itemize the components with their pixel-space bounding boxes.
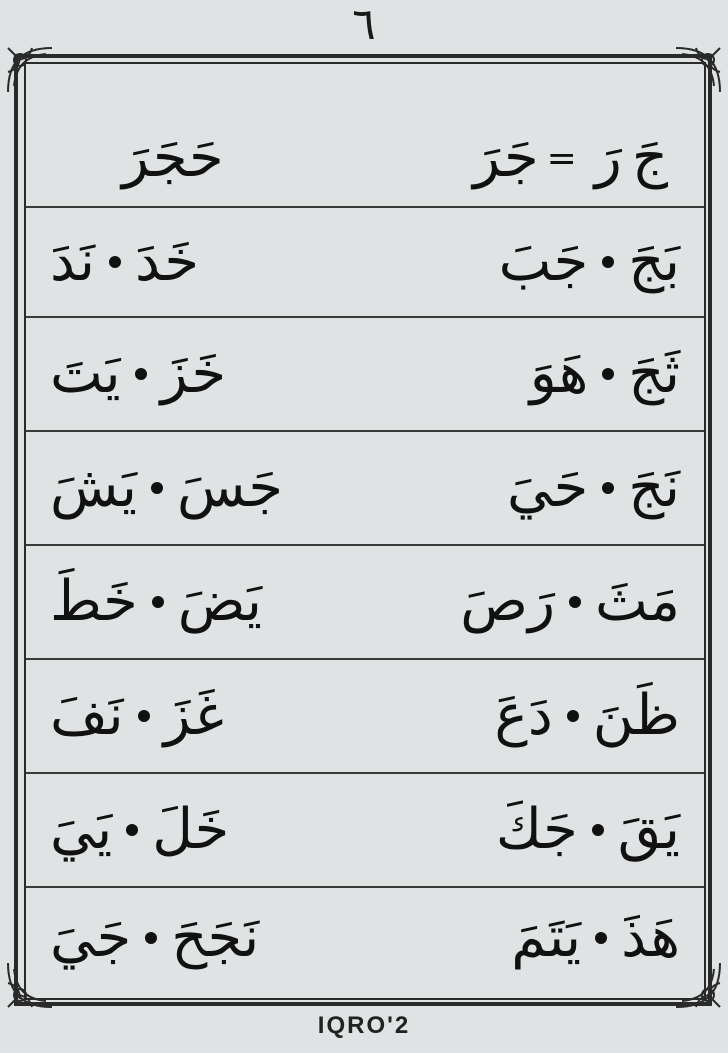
- lesson-row-3: [26, 436, 704, 540]
- lesson-row-2: [26, 322, 704, 426]
- word-pair-left: [50, 455, 283, 520]
- word-pair-right: [494, 683, 680, 748]
- row-divider: [26, 544, 704, 546]
- separator-dot: [135, 368, 147, 380]
- book-title-footer: IQRO'2: [317, 1012, 411, 1039]
- lesson-word: يَتَ: [50, 341, 121, 406]
- word-pair-left: [50, 229, 199, 294]
- lesson-word: دَعَ: [494, 683, 553, 748]
- lesson-word: يَيَ: [50, 797, 113, 862]
- lesson-word: خَزَ: [160, 341, 227, 406]
- word-pair-right: [498, 229, 680, 294]
- lesson-row-7: [26, 892, 704, 984]
- separator-dot: [145, 932, 157, 944]
- separator-dot: [602, 256, 614, 268]
- lesson-word: هَذَ: [621, 905, 680, 970]
- lesson-row-5: [26, 664, 704, 768]
- lesson-word: هَوَ: [529, 341, 589, 406]
- corner-ornament-icon: [2, 42, 58, 98]
- separator-dot: [109, 256, 121, 268]
- lesson-word: ثَجَ: [628, 341, 680, 406]
- separator-dot: [151, 482, 163, 494]
- lesson-word: يَتَمَ: [511, 905, 582, 970]
- separator-dot: [569, 596, 581, 608]
- lesson-row-4: [26, 550, 704, 654]
- lesson-word: غَزَ: [163, 683, 224, 748]
- separator-dot: [602, 368, 614, 380]
- page-number: ٦: [352, 0, 376, 50]
- separator-dot: [592, 824, 604, 836]
- lesson-word: جَسَ: [176, 455, 283, 520]
- row-divider: [26, 206, 704, 208]
- lesson-word: جَبَ: [498, 229, 589, 294]
- row-divider: [26, 886, 704, 888]
- lesson-table: [26, 100, 704, 986]
- corner-ornament-icon: [670, 42, 726, 98]
- header-formula: [473, 125, 668, 190]
- separator-dot: [138, 710, 150, 722]
- header-example: حَجَرَ: [122, 125, 224, 190]
- lesson-word: يَقَ: [617, 797, 680, 862]
- lesson-word: نَجَ: [628, 455, 680, 520]
- header-letter-2: رَ: [594, 125, 622, 190]
- word-pair-left: [50, 341, 227, 406]
- lesson-word: بَجَ: [628, 229, 680, 294]
- lesson-word: نَفَ: [50, 683, 124, 748]
- row-divider: [26, 658, 704, 660]
- lesson-word: خَطَ: [50, 569, 138, 634]
- word-pair-right: [460, 569, 680, 634]
- word-pair-right: [529, 341, 680, 406]
- word-pair-left: [50, 569, 262, 634]
- row-divider: [26, 430, 704, 432]
- lesson-word: جَكَ: [495, 797, 578, 862]
- lesson-word: خَلَ: [152, 797, 230, 862]
- lesson-row-6: [26, 778, 704, 882]
- row-divider: [26, 772, 704, 774]
- lesson-word: يَشَ: [50, 455, 137, 520]
- lesson-word: ظَنَ: [592, 683, 680, 748]
- separator-dot: [602, 482, 614, 494]
- word-pair-left: [50, 905, 260, 970]
- row-divider: [26, 316, 704, 318]
- word-pair-right: [495, 797, 680, 862]
- header-combined: جَرَ: [473, 125, 539, 190]
- separator-dot: [595, 932, 607, 944]
- lesson-word: رَصَ: [460, 569, 556, 634]
- lesson-word: نَدَ: [50, 229, 95, 294]
- header-row: [26, 112, 704, 204]
- lesson-word: حَيَ: [506, 455, 589, 520]
- lesson-row-1: [26, 212, 704, 312]
- lesson-word: يَضَ: [177, 569, 262, 634]
- header-letter-1: جَ: [631, 125, 668, 190]
- lesson-word: خَدَ: [134, 229, 199, 294]
- lesson-word: مَثَ: [595, 569, 680, 634]
- lesson-word: جَيَ: [50, 905, 132, 970]
- word-pair-left: [50, 797, 230, 862]
- lesson-word: نَجَحَ: [171, 905, 260, 970]
- word-pair-right: [506, 455, 680, 520]
- word-pair-right: [511, 905, 680, 970]
- word-pair-left: [50, 683, 224, 748]
- separator-dot: [126, 824, 138, 836]
- separator-dot: [567, 710, 579, 722]
- header-equals: =: [546, 137, 577, 179]
- separator-dot: [152, 596, 164, 608]
